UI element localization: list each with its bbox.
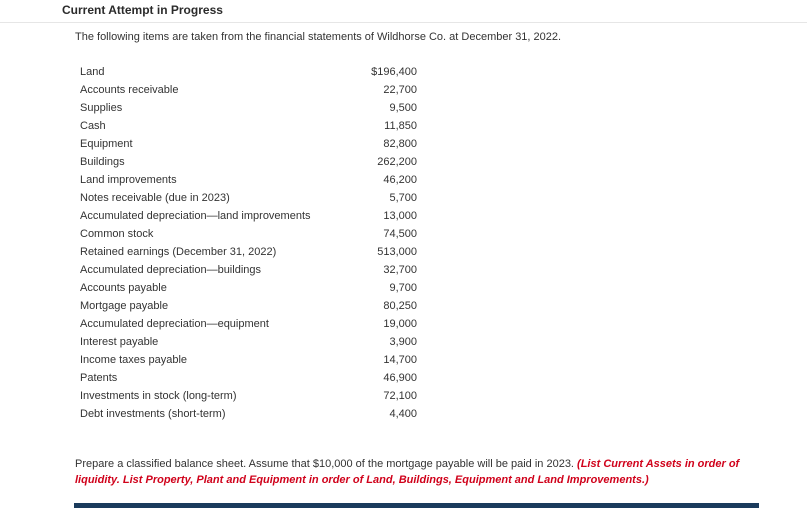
financial-items-list <box>80 63 420 423</box>
problem-intro: The following items are taken from the financial statements of Wildhorse Co. at December 31, 2022. <box>75 31 562 43</box>
financial-item-row <box>80 225 420 243</box>
financial-item-label: Notes receivable (due in 2023) <box>80 192 230 204</box>
financial-item-row <box>80 63 420 81</box>
financial-item-value: 74,500 <box>383 228 417 240</box>
financial-item-label: Patents <box>80 372 118 384</box>
financial-item-label: Land improvements <box>80 174 177 186</box>
financial-item-row <box>80 243 420 261</box>
financial-item-value: 46,900 <box>383 372 417 384</box>
financial-item-row <box>80 81 420 99</box>
financial-item-row <box>80 369 420 387</box>
financial-item-label: Common stock <box>80 228 154 240</box>
financial-item-label: Accumulated depreciation—land improvements <box>80 210 311 222</box>
financial-item-label: Investments in stock (long-term) <box>80 390 237 402</box>
answer-panel-header-bar <box>74 503 759 508</box>
financial-item-row <box>80 135 420 153</box>
financial-item-label: Land <box>80 66 105 78</box>
financial-item-value: 13,000 <box>383 210 417 222</box>
financial-item-value: $196,400 <box>371 66 417 78</box>
financial-item-label: Supplies <box>80 102 123 114</box>
financial-item-value: 80,250 <box>383 300 417 312</box>
financial-item-label: Accounts payable <box>80 282 167 294</box>
financial-item-label: Accumulated depreciation—buildings <box>80 264 261 276</box>
financial-item-label: Buildings <box>80 156 125 168</box>
financial-item-label: Income taxes payable <box>80 354 188 366</box>
financial-item-value: 22,700 <box>383 84 417 96</box>
financial-item-value: 4,400 <box>389 408 417 420</box>
financial-item-value: 14,700 <box>383 354 417 366</box>
financial-item-value: 19,000 <box>383 318 417 330</box>
problem-instructions <box>75 456 775 488</box>
financial-item-label: Accounts receivable <box>80 84 179 96</box>
financial-item-label: Equipment <box>80 138 133 150</box>
attempt-status-title: Current Attempt in Progress <box>62 3 223 17</box>
financial-item-value: 72,100 <box>383 390 417 402</box>
financial-item-label: Accumulated depreciation—equipment <box>80 318 269 330</box>
financial-item-row <box>80 315 420 333</box>
attempt-header <box>0 0 807 23</box>
financial-item-row <box>80 297 420 315</box>
financial-item-label: Mortgage payable <box>80 300 169 312</box>
financial-item-value: 262,200 <box>377 156 417 168</box>
financial-item-value: 3,900 <box>389 336 417 348</box>
financial-item-row <box>80 405 420 423</box>
financial-item-value: 9,700 <box>389 282 417 294</box>
financial-item-value: 513,000 <box>377 246 417 258</box>
financial-item-label: Interest payable <box>80 336 159 348</box>
financial-item-row <box>80 99 420 117</box>
financial-item-value: 46,200 <box>383 174 417 186</box>
financial-item-row <box>80 207 420 225</box>
financial-item-value: 9,500 <box>389 102 417 114</box>
financial-item-row <box>80 261 420 279</box>
financial-item-value: 82,800 <box>383 138 417 150</box>
financial-item-row <box>80 279 420 297</box>
financial-item-row <box>80 351 420 369</box>
instructions-text: Prepare a classified balance sheet. Assume that $10,000 of the mortgage payable will be paid in 2023. <box>75 458 578 470</box>
financial-item-row <box>80 153 420 171</box>
financial-item-row <box>80 171 420 189</box>
financial-item-value: 5,700 <box>389 192 417 204</box>
financial-item-row <box>80 189 420 207</box>
financial-item-row <box>80 387 420 405</box>
financial-item-label: Debt investments (short-term) <box>80 408 226 420</box>
financial-item-row <box>80 333 420 351</box>
financial-item-label: Cash <box>80 120 106 132</box>
financial-item-value: 32,700 <box>383 264 417 276</box>
instructions-emphasis: (List Current Assets in order of liquidity. List Property, Plant and Equipment in order of Land, Buildings, Equipment and Land Improvements.) <box>75 458 740 486</box>
financial-item-row <box>80 117 420 135</box>
financial-item-label: Retained earnings (December 31, 2022) <box>80 246 277 258</box>
financial-item-value: 11,850 <box>384 120 417 132</box>
